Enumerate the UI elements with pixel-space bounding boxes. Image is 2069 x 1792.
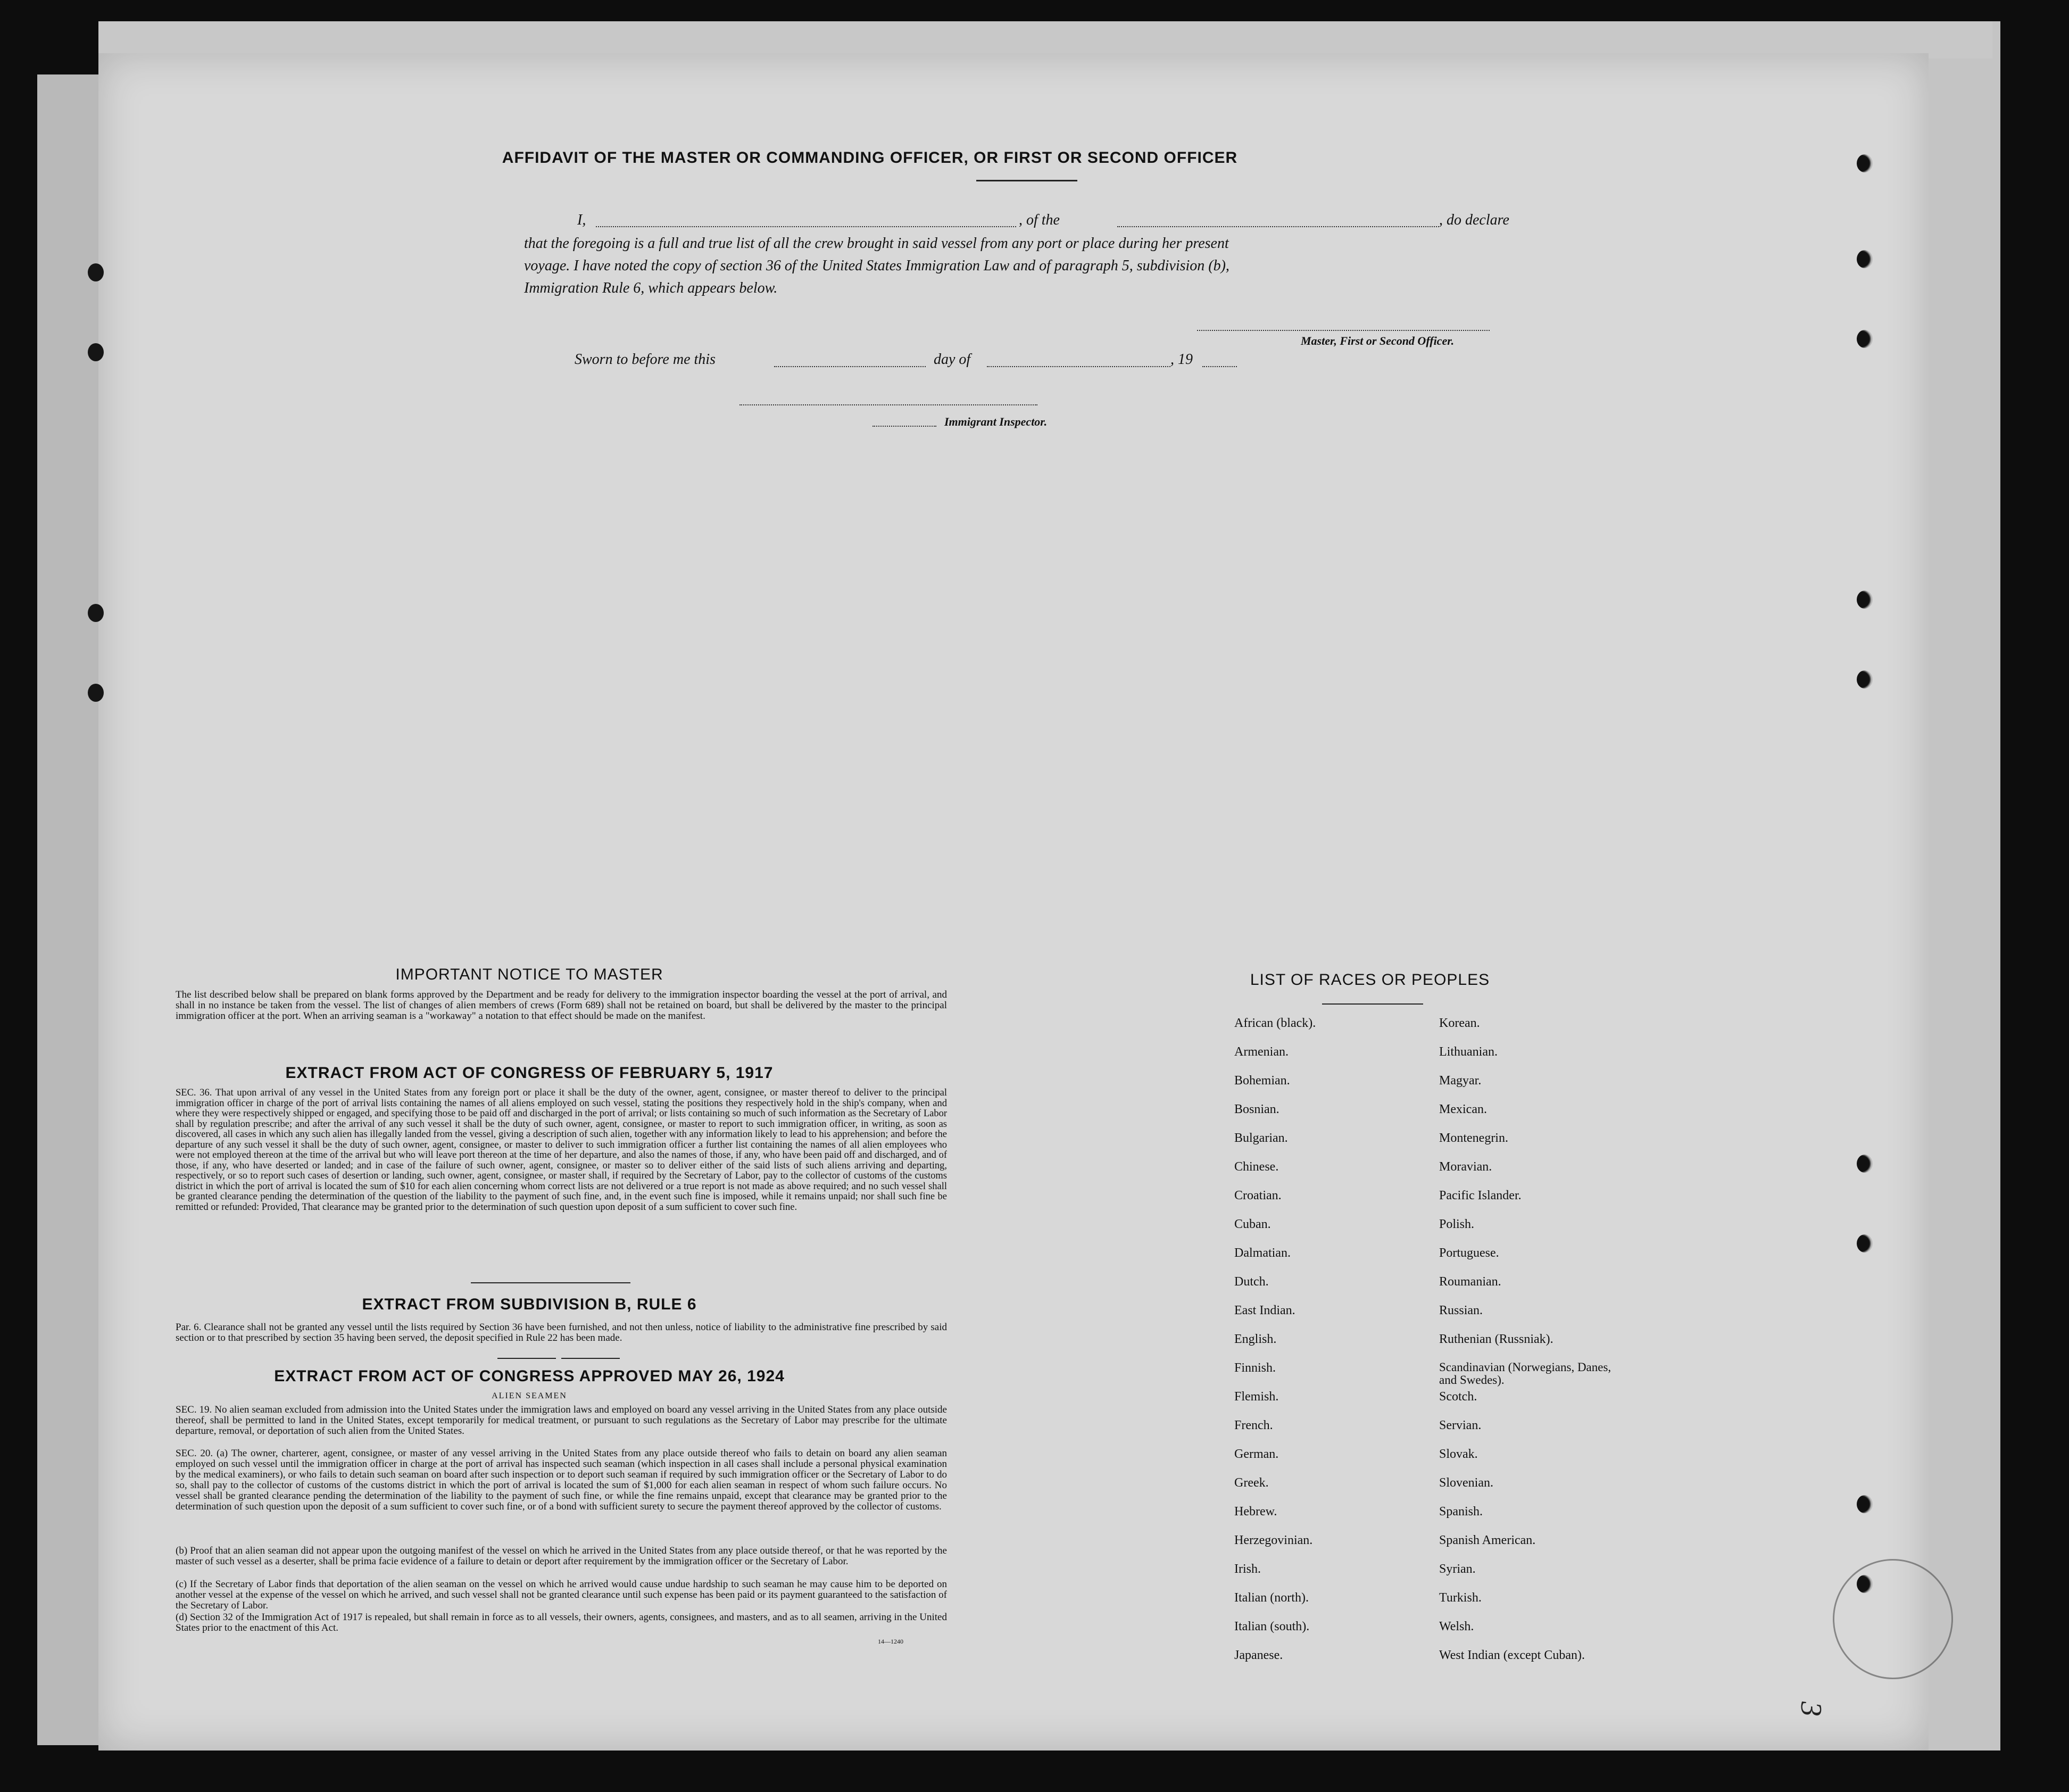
race-item: Italian (north). [1234,1591,1309,1605]
race-item: Hebrew. [1234,1505,1277,1519]
race-item: Lithuanian. [1439,1045,1498,1059]
corner-mark: 3 [1794,1702,1827,1716]
race-item: Dutch. [1234,1275,1269,1289]
race-item: Moravian. [1439,1160,1492,1174]
master-signature-blank[interactable] [1197,330,1490,331]
divider [471,1282,630,1283]
race-item: Croatian. [1234,1189,1282,1202]
extract-1917-title: EXTRACT FROM ACT OF CONGRESS OF FEBRUARY 5, 1917 [285,1064,774,1082]
extract-1924-p4: (c) If the Secretary of Labor finds that deportation of the alien seaman on the vessel on which he arrived would cause undue hardship to such seaman he may cause him to be deported on another vessel at the expense of the vessel on which he arrived, and such vessel shall not be granted clearance until such expense has been paid or its payment guaranteed to the satisfaction of the Secretary of Labor. [176,1579,947,1611]
inspector-signature-blank[interactable] [739,404,1037,405]
affidavit-of-the: , of the [1019,212,1060,228]
inspector-label: Immigrant Inspector. [944,415,1048,428]
race-item: German. [1234,1447,1279,1461]
form-page [98,53,1929,1750]
race-item: Bohemian. [1234,1074,1290,1088]
extract-rule6-title: EXTRACT FROM SUBDIVISION B, RULE 6 [362,1296,697,1313]
punch-hole [1857,1495,1873,1513]
race-item: Pacific Islander. [1439,1189,1522,1202]
punch-hole [1857,591,1873,609]
race-item: Scotch. [1439,1390,1477,1404]
divider [497,1358,556,1359]
race-item: Roumanian. [1439,1275,1501,1289]
extract-1924-title: EXTRACT FROM ACT OF CONGRESS APPROVED MAY 26, 1924 [274,1367,785,1385]
notice-title: IMPORTANT NOTICE TO MASTER [395,966,663,983]
race-item: African (black). [1234,1016,1316,1030]
race-item: Japanese. [1234,1648,1283,1662]
punch-hole [1857,154,1873,172]
vessel-blank[interactable] [1117,226,1439,227]
sworn-label: Sworn to before me this [575,351,716,368]
punch-hole [1857,330,1873,348]
master-label: Master, First or Second Officer. [1301,334,1455,347]
race-item: West Indian (except Cuban). [1439,1648,1585,1662]
race-item: Italian (south). [1234,1620,1310,1633]
name-blank[interactable] [596,226,1016,227]
race-item: Slovenian. [1439,1476,1493,1490]
race-item: Servian. [1439,1418,1482,1432]
sworn-day-blank[interactable] [774,366,926,367]
punch-hole [88,604,104,622]
title-underline [976,180,1077,181]
race-item: Korean. [1439,1016,1480,1030]
punch-hole [88,343,104,361]
race-item: Bosnian. [1234,1102,1279,1116]
race-item: East Indian. [1234,1304,1295,1317]
race-item: Scandinavian (Norwegians, Danes, and Swedes). [1439,1360,1611,1387]
extract-1924-p3: (b) Proof that an alien seaman did not appear upon the outgoing manifest of the vessel on which he arrived in the United States from any place outside thereof, or that he was reported by the master of such vessel as a deserter, shall be prima facie evidence of a failure to detain or deport after requirement by the immigration officer or the Secretary of Labor. [176,1545,947,1567]
sworn-month-blank[interactable] [987,366,1170,367]
affidavit-i: I, [577,212,586,228]
punch-hole [88,684,104,702]
races-title: LIST OF RACES OR PEOPLES [1250,971,1490,989]
day-of-label: day of [934,351,971,368]
extract-1924-p1: SEC. 19. No alien seaman excluded from admission into the United States under the immigration laws and employed on board any vessel arriving in the United States from any place outside thereof, shall be permitted to land in the United States, except temporarily for medical treatment, or pursuant to such regulations as the Secretary of Labor may prescribe for the ultimate departure, removal, or deportation of such alien from the United States. [176,1404,947,1437]
year-label: , 19 [1170,351,1193,368]
punch-hole [1857,1234,1873,1252]
divider [561,1358,620,1359]
extract-1924-p5: (d) Section 32 of the Immigration Act of 1917 is repealed, but shall remain in force as to all vessels, their owners, agents, consignees, and masters, and as to all seamen, arriving in the United States prior to the enactment of this Act. [176,1612,947,1633]
form-number: 14—1240 [878,1638,903,1645]
race-item: Mexican. [1439,1102,1487,1116]
race-item: Finnish. [1234,1361,1276,1375]
race-item: Chinese. [1234,1160,1279,1174]
race-item: Magyar. [1439,1074,1482,1088]
affidavit-title: AFFIDAVIT OF THE MASTER OR COMMANDING OFFICER, OR FIRST OR SECOND OFFICER [502,149,1238,167]
race-item: Slovak. [1439,1447,1478,1461]
race-item: Spanish American. [1439,1533,1536,1547]
affidavit-line4: Immigration Rule 6, which appears below. [524,280,778,296]
sworn-year-blank[interactable] [1202,366,1237,367]
race-item: Welsh. [1439,1620,1474,1633]
bleed-through [375,101,384,138]
race-item: Cuban. [1234,1217,1271,1231]
race-item: Flemish. [1234,1390,1279,1404]
race-item: Portuguese. [1439,1246,1499,1260]
race-item: Turkish. [1439,1591,1482,1605]
race-item: Irish. [1234,1562,1261,1576]
race-item: French. [1234,1418,1273,1432]
races-underline [1322,1003,1423,1005]
race-item: Ruthenian (Russniak). [1439,1332,1553,1346]
race-item: Polish. [1439,1217,1475,1231]
race-item: Herzegovinian. [1234,1533,1313,1547]
punch-hole [1857,670,1873,688]
race-item: Dalmatian. [1234,1246,1291,1260]
punch-hole [1857,1155,1873,1173]
race-item: Greek. [1234,1476,1269,1490]
race-item: Armenian. [1234,1045,1289,1059]
affidavit-declare: , do declare [1439,212,1509,228]
notice-body: The list described below shall be prepared on blank forms approved by the Department and be ready for delivery to the immigration inspector boarding the vessel at the port of arrival, and shall in no instance be taken from the vessel. The list of changes of alien members of crews (Form 689) shall not be retained on board, but shall be delivered by the master to the principal immigration officer at the port. When an arriving seaman is a "workaway" a notation to that effect should be made on the manifest. [176,989,947,1022]
extract-1924-subtitle: ALIEN SEAMEN [492,1391,567,1400]
extract-rule6-body: Par. 6. Clearance shall not be granted any vessel until the lists required by Section 36 have been furnished, and not then unless, notice of liability to the administrative fine prescribed by said section or to that prescribed by section 35 having been served, the deposit specified in Rule 22 has been made. [176,1322,947,1343]
affidavit-line3: voyage. I have noted the copy of section 36 of the United States Immigration Law and of paragraph 5, subdivision (b), [524,258,1229,274]
inspector-prefix-blank [873,426,936,427]
race-item: Montenegrin. [1439,1131,1508,1145]
extract-1924-p2: SEC. 20. (a) The owner, charterer, agent, consignee, or master of any vessel arriving in the United States from any place outside thereof who fails to detain on board any alien seaman employed on such vessel until the immigration officer in charge at the port of arrival has inspected such seaman (which inspection in all cases shall include a personal physical examination by the medical examiners), or who fails to detain such seaman on board after such inspection or to deport such seaman if required by such immigration officer or the Secretary of Labor to do so, shall pay to the collector of customs of the customs district in which the port of arrival is located the sum of $1,000 for each alien seaman in respect of whom such failure occurs. No vessel shall be granted clearance pending the determination of the liability to the payment of such fine, or while the fine remains unpaid, except that clearance may be granted prior to the determination of such question upon the deposit of a sum sufficient to cover such fine, or of a bond with sufficient surety to secure the payment thereof approved by the collector of customs. [176,1448,947,1512]
race-item: Syrian. [1439,1562,1476,1576]
extract-1917-body: SEC. 36. That upon arrival of any vessel in the United States from any foreign port or place it shall be the duty of the owner, agent, consignee, or master thereof to deliver to the principal immigration officer in charge of the port of arrival lists containing the names of all aliens employed on such vessel, stating the positions they respectively hold in the ship's company, when and where they were respectively shipped or engaged, and specifying those to be paid off and discharged in the port of arrival; or lists containing so much of such information as the Secretary of Labor shall by regulation prescribe; and after the arrival of any such vessel it shall be the duty of such owner, agent, consignee, or master to report to such immigration officer, in writing, as soon as discovered, all cases in which any such alien has illegally landed from the vessel, giving a description of such alien, together with any information likely to lead to his apprehension; and before the departure of any such vessel it shall be the duty of such owner, agent, consignee, or master to deliver to such immigration officer a further list containing the names of all alien employees who were not employed thereon at the time of the arrival but who will leave port thereon at the time of her departure, and also the names of those, if any, who have been paid off and discharged, and of those, if any, who have deserted or landed; and in case of the failure of such owner, agent, consignee, or master so to deliver either of the said lists of such aliens arriving and departing, respectively, or so to report such cases of desertion or landing, such owner, agent, consignee, or master shall, if required by the Secretary of Labor, pay to the collector of customs of the customs district in which the port of arrival is located the sum of $10 for each alien concerning whom correct lists are not delivered or a true report is not made as above required; and no such vessel shall be granted clearance pending the determination of the question of the liability to the payment of such fine, and, in the event such fine is imposed, while it remains unpaid; nor shall such fine be remitted or refunded: Provided, That clearance may be granted prior to the determination of such question upon deposit of a sum sufficient to cover such fine. [176,1088,947,1213]
race-item: English. [1234,1332,1277,1346]
punch-hole [88,263,104,281]
affidavit-line2: that the foregoing is a full and true list of all the crew brought in said vessel from any port or place during her present [524,235,1229,252]
race-item: Spanish. [1439,1505,1483,1519]
faint-stamp [1833,1559,1953,1679]
race-item: Russian. [1439,1304,1483,1317]
punch-hole [1857,250,1873,268]
race-item: Bulgarian. [1234,1131,1288,1145]
